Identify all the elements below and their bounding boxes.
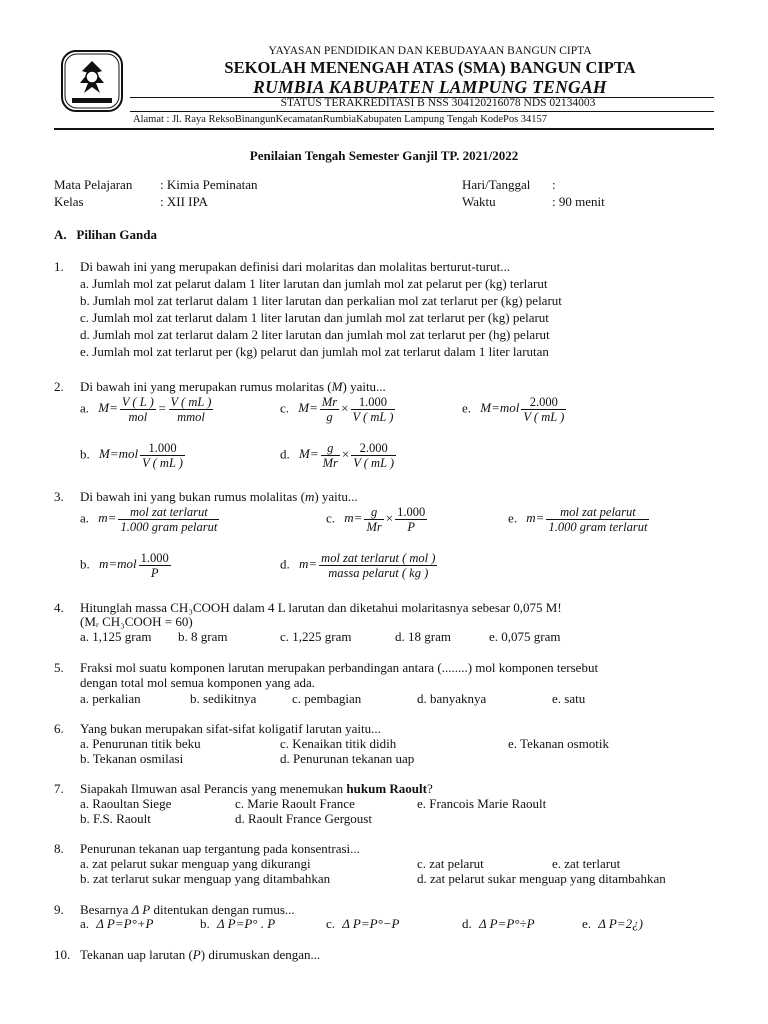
day-value: : — [552, 177, 556, 192]
denominator: Mr — [366, 520, 382, 534]
question-text-line2: dengan total mol semua komponen yang ada. — [80, 675, 316, 690]
option-letter: b. — [80, 556, 90, 572]
option[interactable]: a. Penurunan titik beku — [80, 736, 201, 751]
option-a[interactable] — [80, 505, 221, 534]
question-text: Yang bukan merupakan sifat-sifat koligatif larutan yaitu... — [80, 721, 381, 736]
symbol: m — [304, 489, 315, 504]
option[interactable]: c. 1,225 gram — [280, 629, 352, 644]
formula-lhs: M=mol — [480, 400, 520, 416]
fraction — [521, 395, 566, 424]
question-text-part: Di bawah ini yang bukan rumus molalitas ( — [80, 489, 305, 504]
option-d[interactable] — [280, 441, 398, 470]
equals: = — [157, 400, 167, 416]
formula: Δ P=P°−P — [342, 916, 400, 931]
option[interactable]: c. Jumlah mol zat terlarut dalam 1 liter larutan dan jumlah mol zat terlarut per (kg) pelarut — [80, 310, 549, 325]
question-text-part: Tekanan uap larutan ( — [80, 947, 193, 962]
question-text-line2: (Mᵣ CH₃COOH = 60) — [80, 614, 193, 629]
option[interactable]: c. Kenaikan titik didih — [280, 736, 397, 751]
denominator: V ( mL ) — [353, 456, 395, 470]
formula: Δ P=P°+P — [96, 916, 154, 931]
question-text-part: ) yaitu... — [342, 379, 386, 394]
question-text: Di bawah ini yang merupakan definisi dari molaritas dan molalitas berturut-turut... — [80, 259, 510, 274]
option-e[interactable] — [508, 505, 651, 534]
numerator: V ( L ) — [121, 395, 154, 409]
question-text-part: ditentukan dengan rumus... — [150, 902, 295, 917]
question-number: 1. — [54, 259, 64, 274]
accreditation-status: STATUS TERAKREDITASI B NSS 304120216078 NDS 02134003 — [280, 97, 596, 109]
formula-lhs: M= — [98, 400, 118, 416]
option[interactable]: c. pembagian — [292, 691, 362, 706]
fraction — [546, 505, 649, 534]
option-letter: c. — [326, 916, 336, 931]
formula-lhs: m= — [526, 510, 545, 526]
option-d[interactable] — [462, 916, 535, 932]
fraction — [395, 505, 427, 534]
subject-value: : Kimia Peminatan — [160, 177, 258, 192]
option-letter: b. — [80, 446, 90, 462]
denominator: V ( mL ) — [523, 410, 565, 424]
question-number: 3. — [54, 489, 64, 504]
option[interactable]: b. Tekanan osmilasi — [80, 751, 184, 766]
fraction — [120, 395, 156, 424]
question-text — [80, 781, 433, 797]
question-text — [80, 379, 386, 395]
option[interactable]: d. 18 gram — [395, 629, 451, 644]
option-c[interactable] — [326, 505, 429, 534]
school-address: Alamat : Jl. Raya ReksoBinangunKecamatanRumbiaKabupaten Lampung Tengah KodePos 34157 — [133, 114, 548, 125]
school-region: RUMBIA KABUPATEN LAMPUNG TENGAH — [253, 77, 607, 97]
numerator: 1.000 — [140, 441, 185, 456]
option[interactable]: a. 1,125 gram — [80, 629, 152, 644]
question-number: 8. — [54, 841, 64, 856]
subject-label: Mata Pelajaran — [54, 177, 133, 192]
numerator: mol zat terlarut ( mol ) — [321, 551, 436, 565]
class-label: Kelas — [54, 194, 84, 209]
formula-lhs: M=mol — [99, 446, 139, 462]
denominator: mol — [128, 410, 148, 424]
time-value: : 90 menit — [552, 194, 605, 209]
question-text: Fraksi mol suatu komponen larutan merupakan perbandingan antara (........) mol komponen tersebut — [80, 660, 599, 675]
numerator: 2.000 — [351, 441, 396, 456]
option[interactable]: b. 8 gram — [178, 629, 228, 644]
exam-title: Penilaian Tengah Semester Ganjil TP. 2021/2022 — [249, 148, 519, 163]
times: × — [341, 400, 349, 416]
option[interactable]: e. satu — [552, 691, 586, 706]
option[interactable]: e. zat terlarut — [552, 856, 621, 871]
option[interactable]: d. zat pelarut sukar menguap yang ditambahkan — [417, 871, 666, 886]
denominator: V ( mL ) — [352, 410, 394, 424]
class-value: : XII IPA — [160, 194, 208, 209]
denominator: g — [326, 410, 333, 424]
numerator: mol zat terlarut — [118, 505, 219, 520]
formula-lhs: m=mol — [99, 556, 137, 572]
fraction — [118, 505, 219, 534]
rule-mid — [130, 111, 714, 112]
option[interactable]: e. Francois Marie Raoult — [417, 796, 547, 811]
formula: Δ P=P° . P — [217, 916, 276, 931]
denominator: massa pelarut ( kg ) — [328, 566, 429, 580]
section-heading: A. Pilihan Ganda — [54, 227, 157, 242]
denominator: 1.000 gram pelarut — [120, 520, 218, 534]
denominator: Mr — [322, 456, 338, 470]
option-letter: e. — [582, 916, 592, 931]
question-number: 6. — [54, 721, 64, 736]
question-text-part: ) yaitu... — [314, 489, 358, 504]
option-letter: d. — [280, 446, 290, 462]
option-e[interactable] — [582, 916, 643, 932]
foundation-name: YAYASAN PENDIDIKAN DAN KEBUDAYAAN BANGUN CIPTA — [268, 45, 592, 57]
formula-lhs: M= — [298, 400, 318, 416]
fraction — [140, 441, 185, 470]
school-name: SEKOLAH MENENGAH ATAS (SMA) BANGUN CIPTA — [224, 58, 636, 77]
option[interactable]: b. sedikitnya — [190, 691, 257, 706]
option-letter: c. — [326, 510, 336, 526]
question-number: 10. — [54, 947, 71, 962]
denominator: mmol — [177, 410, 205, 424]
question-number: 9. — [54, 902, 64, 917]
option[interactable]: d. banyaknya — [417, 691, 487, 706]
option-letter: c. — [280, 400, 290, 416]
fraction — [320, 395, 339, 424]
option[interactable]: d. Penurunan tekanan uap — [280, 751, 415, 766]
question-text-part: Siapakah Ilmuwan asal Perancis yang menemukan — [80, 781, 347, 796]
option[interactable]: e. Jumlah mol zat terlarut per (kg) pelarut dan jumlah mol zat terlarut dalam 1 liter larutan — [80, 344, 549, 359]
symbol: P — [192, 947, 201, 962]
option-letter: d. — [280, 556, 290, 572]
option[interactable]: e. Tekanan osmotik — [508, 736, 610, 751]
fraction — [351, 441, 396, 470]
question-number: 2. — [54, 379, 64, 394]
option[interactable]: a. Raoultan Siege — [80, 796, 172, 811]
option[interactable]: b. zat terlarut sukar menguap yang ditambahkan — [80, 871, 331, 886]
symbol: M — [331, 379, 343, 394]
option-letter: a. — [80, 400, 90, 416]
option-letter: e. — [508, 510, 518, 526]
question-text-part: Besarnya — [80, 902, 132, 917]
question-text — [80, 947, 320, 963]
fraction — [351, 395, 396, 424]
fraction — [319, 551, 437, 580]
option[interactable]: c. zat pelarut — [417, 856, 484, 871]
rule-bottom — [54, 128, 714, 130]
option[interactable]: c. Marie Raoult France — [235, 796, 355, 811]
time-label: Waktu — [462, 194, 496, 209]
numerator: g — [364, 505, 383, 520]
option-b[interactable] — [80, 551, 173, 580]
formula-lhs: m= — [98, 510, 117, 526]
option-letter: a. — [80, 510, 90, 526]
denominator: V ( mL ) — [142, 456, 183, 470]
option-letter: a. — [80, 916, 90, 931]
numerator: Mr — [321, 395, 338, 409]
question-text: Hitunglah massa CH₃COOH dalam 4 L larutan dan diketahui molaritasnya sebesar 0,075 M! — [80, 600, 562, 615]
option[interactable]: a. zat pelarut sukar menguap yang dikurangi — [80, 856, 311, 871]
fraction — [364, 505, 383, 534]
symbol: Δ P — [131, 902, 151, 917]
fraction — [321, 441, 340, 470]
option[interactable]: a. perkalian — [80, 691, 141, 706]
option[interactable]: b. F.S. Raoult — [80, 811, 151, 826]
emphasis: hukum Raoult — [346, 781, 427, 796]
option-e[interactable] — [462, 395, 568, 424]
denominator: P — [150, 566, 159, 580]
option-letter: e. — [462, 400, 472, 416]
formula: Δ P=2¿) — [598, 916, 643, 931]
numerator: 1.000 — [397, 505, 426, 519]
option-letter: b. — [200, 916, 210, 931]
question-text: Penurunan tekanan uap tergantung pada konsentrasi... — [80, 841, 360, 856]
question-text-part: Di bawah ini yang merupakan rumus molaritas ( — [80, 379, 332, 394]
question-number: 5. — [54, 660, 64, 675]
numerator: V ( mL ) — [170, 395, 212, 409]
times: × — [341, 446, 350, 462]
school-logo — [60, 49, 124, 113]
formula-lhs: m= — [299, 556, 318, 572]
option-d[interactable] — [280, 551, 439, 580]
option-c[interactable] — [326, 916, 400, 932]
option[interactable]: d. Jumlah mol zat terlarut dalam 2 liter larutan dan jumlah mol zat terlarut per (hg) pelarut — [80, 327, 550, 342]
numerator: 2.000 — [521, 395, 566, 410]
numerator: 1.000 — [351, 395, 396, 410]
question-text-part: ? — [426, 781, 433, 796]
question-number: 4. — [54, 600, 64, 615]
option-c[interactable] — [280, 395, 397, 424]
option-a[interactable] — [80, 395, 215, 424]
formula-lhs: m= — [344, 510, 363, 526]
times: × — [385, 510, 394, 526]
denominator: P — [407, 520, 415, 534]
option-letter: d. — [462, 916, 472, 931]
numerator: 1.000 — [140, 551, 169, 565]
formula-lhs: M= — [299, 446, 319, 462]
option[interactable]: d. Raoult France Gergoust — [235, 811, 372, 826]
option-b[interactable] — [200, 916, 275, 932]
day-label: Hari/Tanggal — [462, 177, 531, 192]
option-a[interactable] — [80, 916, 154, 932]
option[interactable]: b. Jumlah mol zat terlarut dalam 1 liter larutan dan perkalian mol zat terlarut per (kg) pelarut — [80, 293, 562, 308]
fraction — [169, 395, 214, 424]
option[interactable]: e. 0,075 gram — [489, 629, 561, 644]
question-text — [80, 489, 358, 505]
option-b[interactable] — [80, 441, 187, 470]
numerator: g — [321, 441, 340, 456]
numerator: mol zat pelarut — [546, 505, 649, 520]
formula: Δ P=P°÷P — [479, 916, 535, 931]
fraction — [139, 551, 171, 580]
option[interactable]: a. Jumlah mol zat pelarut dalam 1 liter larutan dan jumlah mol zat pelarut per (kg) terlarut — [80, 276, 548, 291]
denominator: 1.000 gram terlarut — [548, 520, 648, 534]
question-text-part: ) dirumuskan dengan... — [200, 947, 321, 962]
question-number: 7. — [54, 781, 64, 796]
